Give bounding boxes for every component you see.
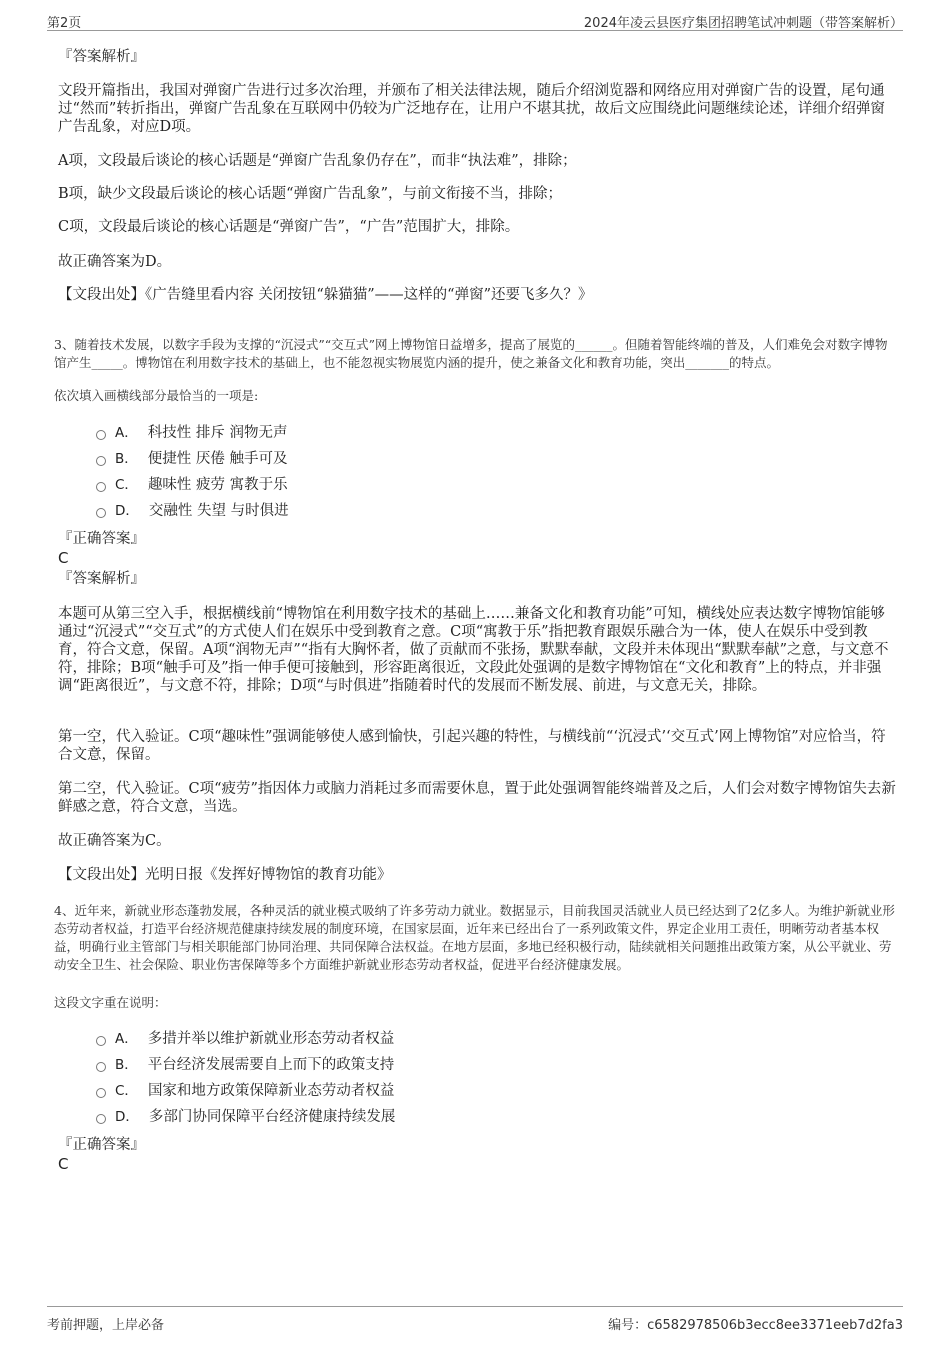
q4-option-b[interactable]: B． 平台经济发展需要自上而下的政策支持 [96, 1056, 394, 1074]
q4-prompt: 这段文字重在说明： [54, 995, 167, 1010]
q2-analysis-label: 『答案解析』 [58, 49, 145, 65]
q3-analysis-paragraph: 本题可从第三空入手，根据横线前“博物馆在利用数字技术的基础上……兼备文化和教育功能”可知，横线处应表达数字博物馆能够通过“沉浸式”“交互式”的方式使人们在娱乐中受到教育之意。C项“寓教于乐”指把教育跟娱乐融合为一体，使人在娱乐中受到教育，符合文意，保留。A项“润物无声”“指有大胸怀者，做了贡献而不张扬，默默奉献，文段并未体现出“默默奉献”之意，与文意不符，排除；B项“触手可及”指一伸手便可接触到，形容距离很近，文段此处强调的是数字博物馆在“文化和教育”上的特点，并非强调“距离很近”，与文意不符，排除；D项“与时俱进”指随着时代的发展而不断发展、前进，与文意无关，排除。 [58, 606, 889, 694]
q3-option-b[interactable]: B． 便捷性 厌倦 触手可及 [96, 450, 287, 468]
document-code: 编号：c6582978506b3ecc8ee3371eeb7d2fa3 [608, 1318, 903, 1333]
radio-icon[interactable] [96, 508, 106, 518]
q4-answer-label: 『正确答案』 [58, 1137, 145, 1153]
radio-icon[interactable] [96, 482, 106, 492]
radio-icon[interactable] [96, 1062, 106, 1072]
q4-stem: 4、近年来，新就业形态蓬勃发展，各种灵活的就业模式吸纳了许多劳动力就业。数据显示，目前我国灵活就业人员已经达到了2亿多人。为维护新就业形态劳动者权益，打造平台经济规范健康持续发展的制度环境，在国家层面，近年来已经出台了一系列政策文件，界定企业用工责任，明晰劳动者基本权益，明确行业主管部门与相关职能部门协同治理、共同保障合法权益。在地方层面，多地已经积极行动，陆续就相关问题推出政策方案，从公平就业、劳动安全卫生、社会保险、职业伤害保障等多个方面维护新就业形态劳动者权益，促进平台经济健康发展。 [54, 903, 895, 972]
page-header [47, 10, 903, 31]
q3-analysis-blank1: 第一空，代入验证。C项“趣味性”强调能够使人感到愉快，引起兴趣的特性，与横线前“‘沉浸式’‘交互式’网上博物馆”对应恰当，符合文意，保留。 [58, 729, 886, 763]
q3-option-d[interactable]: D． 交融性 失望 与时俱进 [96, 502, 289, 520]
q2-analysis-paragraph: 文段开篇指出，我国对弹窗广告进行过多次治理，并颁布了相关法律法规，随后介绍浏览器和网络应用对弹窗广告的设置，尾句通过“然而”转折指出，弹窗广告乱象在互联网中仍较为广泛地存在，让用户不堪其扰，故后文应围绕此问题继续论述，详细介绍弹窗广告乱象，对应D项。 [58, 83, 885, 135]
q4-answer: C [58, 1155, 69, 1173]
q2-source: 【文段出处】《广告缝里看内容 关闭按钮“躲猫猫”——这样的“弹窗”还要飞多久？》 [58, 287, 593, 303]
q2-option-c-note: C项，文段最后谈论的核心话题是“弹窗广告”，“广告”范围扩大，排除。 [58, 219, 520, 235]
q3-option-c[interactable]: C． 趣味性 疲劳 寓教于乐 [96, 476, 288, 494]
q3-prompt: 依次填入画横线部分最恰当的一项是: [54, 388, 259, 403]
q4-option-a[interactable]: A． 多措并举以维护新就业形态劳动者权益 [96, 1030, 394, 1048]
radio-icon[interactable] [96, 430, 106, 440]
q3-answer-label: 『正确答案』 [58, 531, 145, 547]
q4-option-d[interactable]: D． 多部门协同保障平台经济健康持续发展 [96, 1108, 395, 1126]
footer-slogan: 考前押题，上岸必备 [47, 1318, 165, 1333]
page-number: 第2页 [47, 16, 82, 31]
q2-option-b-note: B项，缺少文段最后谈论的核心话题“弹窗广告乱象”，与前文衔接不当，排除； [58, 186, 562, 202]
q3-answer: C [58, 549, 69, 567]
radio-icon[interactable] [96, 1036, 106, 1046]
q3-option-a[interactable]: A． 科技性 排斥 润物无声 [96, 424, 287, 442]
radio-icon[interactable] [96, 456, 106, 466]
q3-conclusion: 故正确答案为C。 [58, 833, 171, 849]
q3-analysis-label: 『答案解析』 [58, 571, 145, 587]
q3-source: 【文段出处】光明日报《发挥好博物馆的教育功能》 [58, 867, 392, 883]
document-title: 2024年凌云县医疗集团招聘笔试冲刺题（带答案解析） [583, 16, 903, 31]
q2-option-a-note: A项，文段最后谈论的核心话题是“弹窗广告乱象仍存在”，而非“执法难”，排除； [58, 153, 577, 169]
page-footer [47, 1306, 903, 1337]
q3-analysis-blank2: 第二空，代入验证。C项“疲劳”指因体力或脑力消耗过多而需要休息，置于此处强调智能终端普及之后，人们会对数字博物馆失去新鲜感之意，符合文意，当选。 [58, 781, 896, 815]
radio-icon[interactable] [96, 1114, 106, 1124]
q2-conclusion: 故正确答案为D。 [58, 254, 172, 270]
q4-option-c[interactable]: C． 国家和地方政策保障新业态劳动者权益 [96, 1082, 394, 1100]
radio-icon[interactable] [96, 1088, 106, 1098]
q3-stem: 3、随着技术发展，以数字手段为支撑的“沉浸式”“交互式”网上博物馆日益增多，提高了展览的______。但随着智能终端的普及，人们难免会对数字博物馆产生_____。博物馆在利用数字技术的基础上，也不能忽视实物展览内涵的提升，使之兼备文化和教育功能，突出_______的特点。 [54, 337, 888, 370]
